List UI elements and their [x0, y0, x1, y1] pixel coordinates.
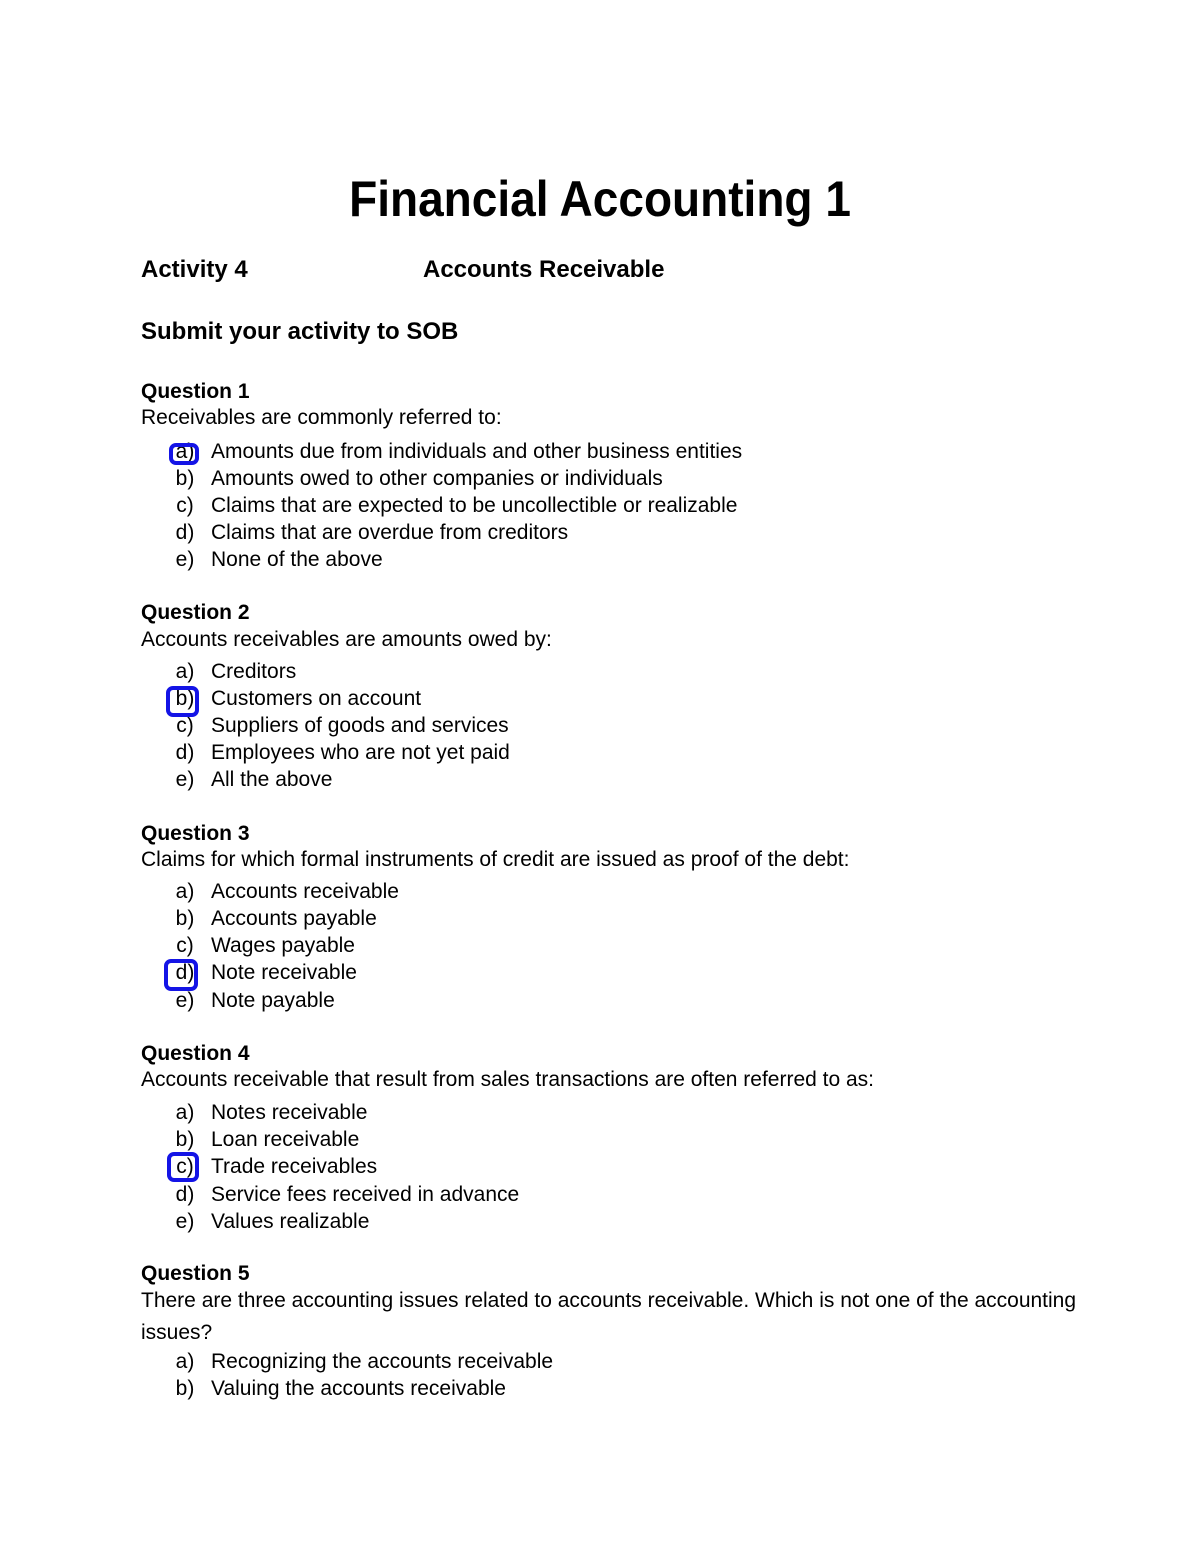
option-letter: a) — [175, 1350, 195, 1373]
option-text: Amounts due from individuals and other business entities — [211, 440, 743, 463]
option-letter: d) — [175, 1183, 195, 1206]
option-letter: e) — [175, 768, 195, 791]
option-letter: b) — [175, 687, 195, 710]
option-text: All the above — [211, 768, 333, 791]
question-heading: Question 1 — [141, 380, 250, 403]
instruction: Submit your activity to SOB — [141, 318, 459, 345]
option-letter: d) — [175, 521, 195, 544]
option-letter: b) — [175, 907, 195, 930]
option-letter: b) — [175, 1128, 195, 1151]
option-letter: e) — [175, 548, 195, 571]
question-heading: Question 4 — [141, 1042, 250, 1065]
option-letter: a) — [175, 880, 195, 903]
option-text: Note receivable — [211, 961, 357, 984]
question-prompt: Accounts receivables are amounts owed by: — [141, 628, 552, 651]
option-text: Claims that are expected to be uncollectible or realizable — [211, 494, 738, 517]
option-text: Trade receivables — [211, 1155, 378, 1178]
option-letter: b) — [175, 1377, 195, 1400]
answer-mark — [164, 959, 198, 991]
question-prompt-line-1: There are three accounting issues related to accounts receivable. Which is not one of the accounting — [141, 1289, 1077, 1312]
option-text: Creditors — [211, 660, 297, 683]
option-letter: a) — [175, 1101, 195, 1124]
option-letter: c) — [176, 934, 194, 957]
question-prompt: Claims for which formal instruments of credit are issued as proof of the debt: — [141, 848, 850, 871]
activity-label: Activity 4 — [141, 256, 248, 283]
option-letter: e) — [175, 1210, 195, 1233]
answer-mark — [166, 686, 199, 717]
question-heading: Question 5 — [141, 1262, 250, 1285]
question-prompt: Accounts receivable that result from sales transactions are often referred to as: — [141, 1068, 875, 1091]
question-heading: Question 3 — [141, 822, 250, 845]
option-text: Claims that are overdue from creditors — [211, 521, 569, 544]
activity-topic: Accounts Receivable — [423, 256, 665, 283]
question-prompt-line-2: issues? — [141, 1321, 213, 1344]
option-text: Valuing the accounts receivable — [211, 1377, 506, 1400]
option-text: Service fees received in advance — [211, 1183, 520, 1206]
option-text: Accounts receivable — [211, 880, 399, 903]
option-text: Recognizing the accounts receivable — [211, 1350, 554, 1373]
option-text: Accounts payable — [211, 907, 377, 930]
option-text: Amounts owed to other companies or individuals — [211, 467, 663, 490]
option-letter: d) — [175, 741, 195, 764]
option-letter: e) — [175, 989, 195, 1012]
option-text: Employees who are not yet paid — [211, 741, 510, 764]
option-text: Values realizable — [211, 1210, 370, 1233]
option-text: Notes receivable — [211, 1101, 368, 1124]
option-letter: c) — [176, 1155, 194, 1178]
option-letter: c) — [176, 494, 194, 517]
option-text: Customers on account — [211, 687, 422, 710]
question-heading: Question 2 — [141, 601, 250, 624]
option-letter: a) — [175, 660, 195, 683]
option-text: Note payable — [211, 989, 335, 1012]
option-text: None of the above — [211, 548, 383, 571]
answer-mark — [167, 1152, 199, 1182]
option-text: Suppliers of goods and services — [211, 714, 509, 737]
option-letter: c) — [176, 714, 194, 737]
option-text: Wages payable — [211, 934, 355, 957]
page-title: Financial Accounting 1 — [349, 171, 851, 227]
answer-mark — [169, 443, 199, 465]
option-letter: d) — [175, 961, 195, 984]
option-text: Loan receivable — [211, 1128, 360, 1151]
question-prompt: Receivables are commonly referred to: — [141, 406, 502, 429]
option-letter: a) — [175, 440, 195, 463]
option-letter: b) — [175, 467, 195, 490]
